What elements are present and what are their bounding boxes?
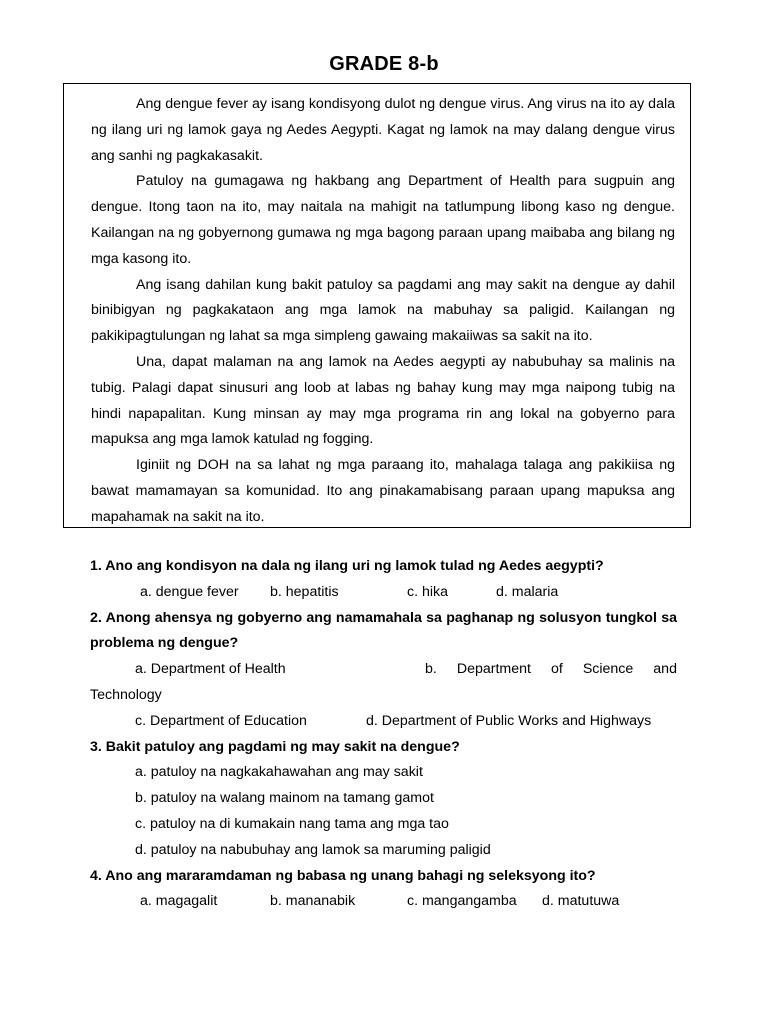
choice-b: b. Department of Science and — [425, 661, 677, 678]
passage-paragraph: Iginiit ng DOH na sa lahat ng mga paraang ito, mahalaga talaga ang pakikiisa ng bawat mamamayan sa komunidad. Ito ang pinakamabisang paraan upang mapuksa ang mapahamak na sakit na ito. — [91, 457, 675, 525]
passage-paragraph: Ang dengue fever ay isang kondisyong dulot ng dengue virus. Ang virus na ito ay dala ng ilang uri ng lamok gaya ng Aedes Aegypti. Kagat ng lamok na may dalang dengue virus ang sanhi ng pagkakasakit. — [91, 96, 675, 164]
page-title: GRADE 8-b — [329, 53, 439, 75]
reading-passage — [63, 83, 691, 528]
question-list — [90, 554, 677, 915]
choice-b: b. patuloy na walang mainom na tamang gamot — [135, 790, 434, 807]
choice-a: a. patuloy na nagkakahawahan ang may sakit — [135, 764, 423, 781]
question-4: 4. Ano ang mararamdaman ng babasa ng unang bahagi ng seleksyong ito? — [90, 867, 596, 884]
question-4-choices — [90, 889, 677, 915]
choice-d: d. patuloy na nabubuhay ang lamok sa maruming paligid — [135, 841, 491, 858]
choice-a: a. magagalit — [140, 893, 218, 910]
passage-paragraph: Una, dapat malaman na ang lamok na Aedes aegypti ay nabubuhay sa malinis na tubig. Palagi dapat sinusuri ang loob at labas ng bahay kung may mga naipong tubig na hindi napapalitan. Kung minsan ay may mga programa rin ang lokal na gobyerno para mapuksa ang mga lamok katulad ng fogging. — [91, 353, 675, 448]
choice-c: c. hika — [407, 583, 449, 600]
choice-c: c. mangangamba — [407, 893, 517, 910]
question-1: 1. Ano ang kondisyon na dala ng ilang uri ng lamok tulad ng Aedes aegypti? — [90, 558, 604, 574]
choice-b: b. hepatitis — [270, 583, 339, 600]
passage-paragraph: Patuloy na gumagawa ng hakbang ang Department of Health para sugpuin ang dengue. Itong taon na ito, may naitala na mahigit na tatlumpung libong kaso ng dengue. Kailangan na ng gobyernong gumawa ng mga bagong paraan upang maibaba ang bilang ng mga kasong ito. — [91, 173, 675, 267]
choice-a: a. Department of Health — [135, 661, 286, 678]
choice-d: d. matutuwa — [542, 893, 620, 910]
choice-b: b. mananabik — [270, 893, 356, 910]
question-2-choices-ab — [90, 657, 677, 683]
choice-d: d. Department of Public Works and Highways — [366, 712, 652, 729]
choice-c: c. patuloy na di kumakain nang tama ang mga tao — [135, 815, 449, 832]
question-2-choices-cd — [90, 709, 677, 735]
question-2: 2. Anong ahensya ng gobyerno ang namamahala sa paghanap ng solusyon tungkol sa problema ng dengue? — [90, 609, 677, 652]
choice-c: c. Department of Education — [135, 712, 307, 729]
question-3: 3. Bakit patuloy ang pagdami ng may sakit na dengue? — [90, 738, 460, 755]
question-1-choices — [90, 580, 677, 606]
passage-paragraph: Ang isang dahilan kung bakit patuloy sa pagdami ang may sakit na dengue ay dahil binibigyan ng pagkakataon ang mga lamok na mabuhay sa paligid. Kailangan ng pakikipagtulungan ng lahat sa mga simpleng gawaing makaiiwas sa sakit na ito. — [91, 276, 675, 345]
choice-d: d. malaria — [496, 583, 559, 600]
choice-b-continuation: Technology — [90, 686, 162, 703]
choice-a: a. dengue fever — [140, 583, 239, 600]
